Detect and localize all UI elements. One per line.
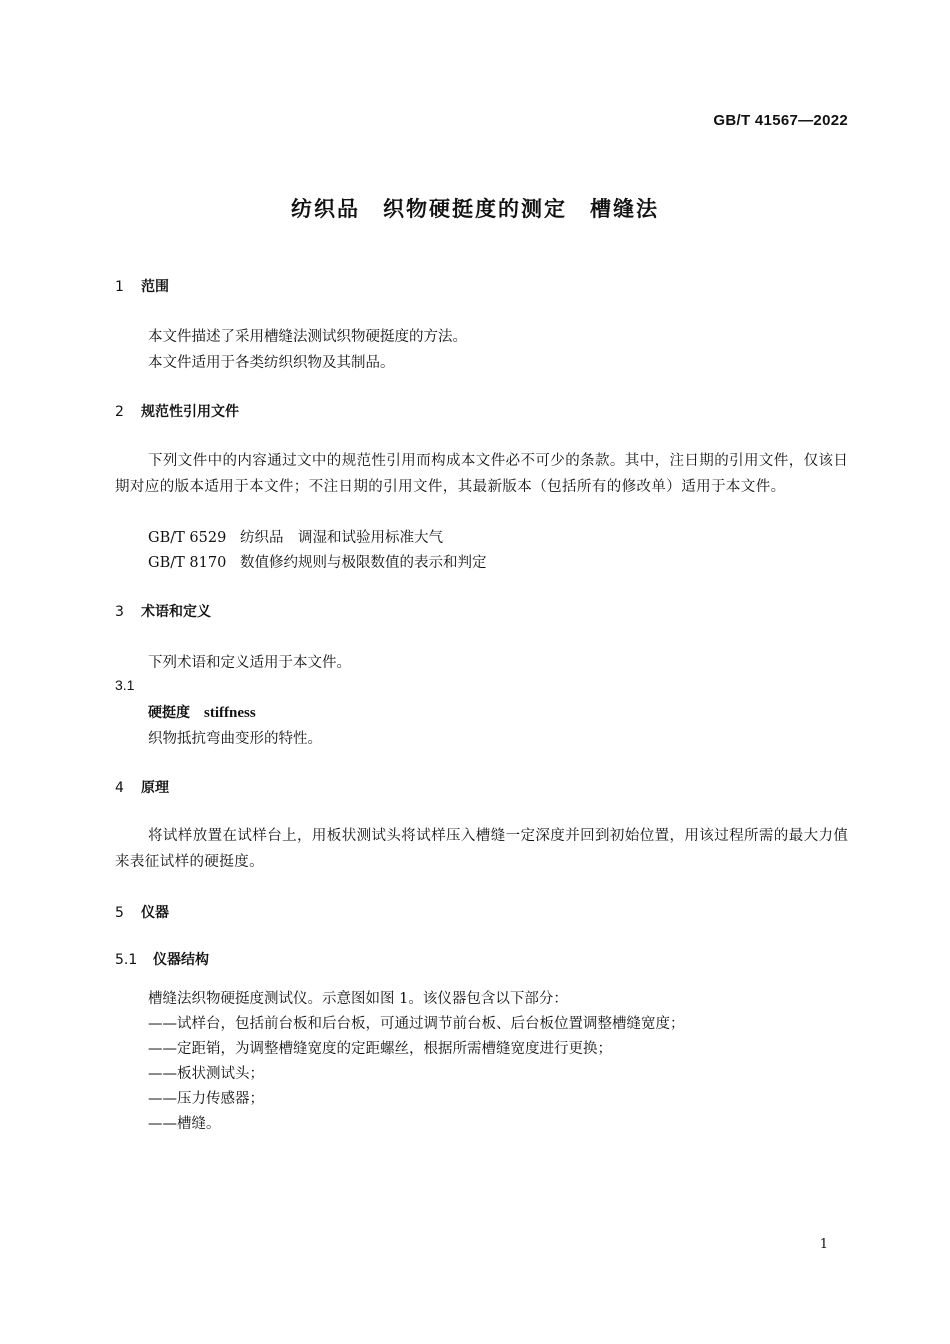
section-4-heading <box>115 777 169 797</box>
term-name-zh: 硬挺度 <box>148 705 190 721</box>
standard-code: GB/T 41567—2022 <box>713 112 848 129</box>
reference-code: GB/T 8170 <box>148 555 227 571</box>
term-definition: 织物抵抗弯曲变形的特性。 <box>148 731 322 747</box>
apparatus-item: ——试样台，包括前台板和后台板，可通过调节前台板、后台板位置调整槽缝宽度； <box>148 1016 685 1032</box>
apparatus-item: ——压力传感器； <box>148 1091 264 1107</box>
section-title: 仪器 <box>141 905 169 921</box>
section-title: 术语和定义 <box>141 604 211 620</box>
apparatus-intro: 槽缝法织物硬挺度测试仪。示意图如图 1。该仪器包含以下部分： <box>148 991 568 1007</box>
page-number: 1 <box>819 1237 828 1252</box>
principle-paragraph: 将试样放置在试样台上，用板状测试头将试样压入槽缝一定深度并回到初始位置，用该过程所需的最大力值来表征试样的硬挺度。 <box>115 828 849 870</box>
scope-paragraph-1: 本文件描述了采用槽缝法测试织物硬挺度的方法。 <box>148 329 467 345</box>
section-title: 范围 <box>141 279 169 295</box>
reference-title: 数值修约规则与极限数值的表示和判定 <box>240 555 487 571</box>
document-title: 纺织品 织物硬挺度的测定 槽缝法 <box>291 197 659 221</box>
apparatus-item: ——定距销，为调整槽缝宽度的定距螺丝，根据所需槽缝宽度进行更换； <box>148 1041 612 1057</box>
section-number: 5 <box>115 905 124 921</box>
section-5-1-heading <box>115 949 209 969</box>
normative-intro-paragraph: 下列文件中的内容通过文中的规范性引用而构成本文件必不可少的条款。其中，注日期的引用文件，仅该日期对应的版本适用于本文件；不注日期的引用文件，其最新版本（包括所有的修改单）适用于本文件。 <box>115 453 849 495</box>
normative-reference-1 <box>148 526 443 547</box>
section-title: 规范性引用文件 <box>141 404 239 420</box>
section-2-heading <box>115 401 239 421</box>
apparatus-item: ——板状测试头； <box>148 1066 264 1082</box>
section-number: 2 <box>115 404 124 420</box>
term-name <box>148 702 256 722</box>
section-title: 仪器结构 <box>153 952 209 968</box>
apparatus-item: ——槽缝。 <box>148 1116 221 1132</box>
terms-intro-paragraph: 下列术语和定义适用于本文件。 <box>148 655 351 671</box>
section-number: 3 <box>115 604 124 620</box>
scope-paragraph-2: 本文件适用于各类纺织织物及其制品。 <box>148 355 395 371</box>
section-title: 原理 <box>141 780 169 796</box>
normative-reference-2 <box>148 551 487 572</box>
reference-code: GB/T 6529 <box>148 530 227 546</box>
section-number: 1 <box>115 279 124 295</box>
term-name-en: stiffness <box>204 705 256 721</box>
term-number: 3.1 <box>115 677 135 693</box>
section-number: 4 <box>115 780 124 796</box>
section-number: 5.1 <box>115 952 138 968</box>
section-1-heading <box>115 276 169 296</box>
section-5-heading <box>115 902 169 922</box>
section-3-heading <box>115 601 211 621</box>
reference-title: 纺织品 调湿和试验用标准大气 <box>240 530 443 546</box>
